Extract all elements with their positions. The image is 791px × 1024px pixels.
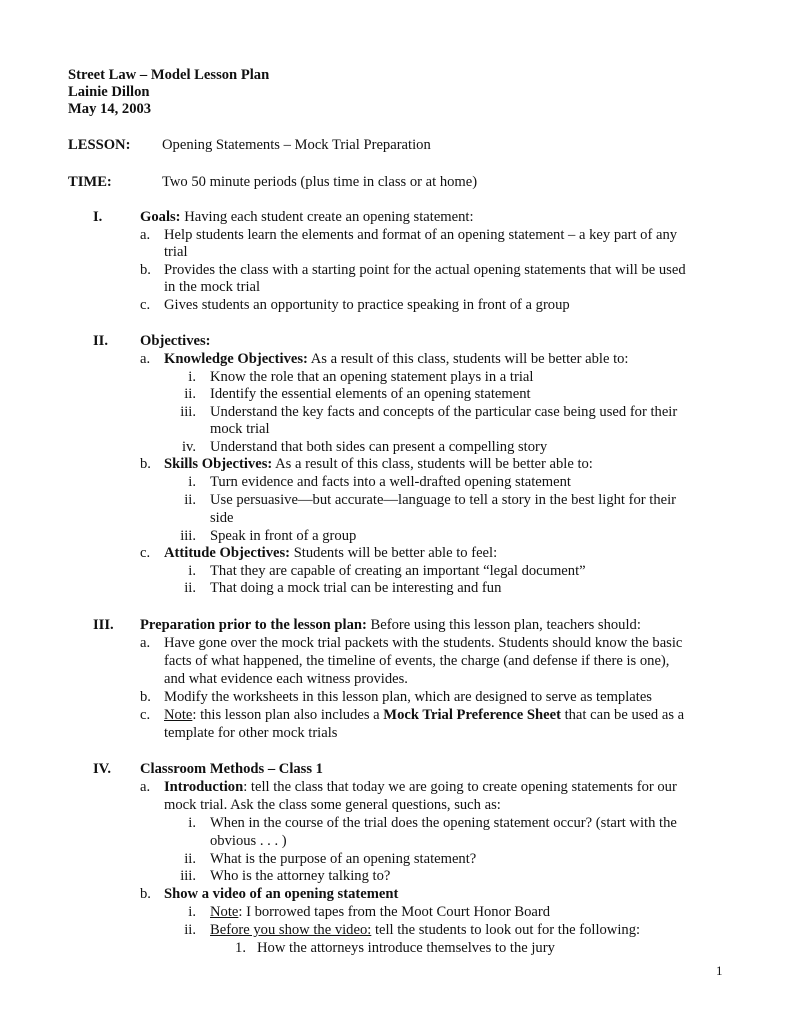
subheading-label: Knowledge Objectives: [164, 351, 308, 367]
subheading-text: : tell the class that today we are going to create opening statements for our [243, 779, 677, 795]
list-marker: c. [140, 545, 151, 561]
list-marker: iii. [180, 868, 196, 884]
list-marker: 1. [235, 940, 246, 956]
section-title: Goals: [140, 209, 181, 225]
list-item: Turn evidence and facts into a well-drafted opening statement [210, 474, 571, 490]
list-marker: b. [140, 886, 151, 902]
list-marker: iii. [180, 404, 196, 420]
list-item: That they are capable of creating an important “legal document” [210, 563, 586, 579]
preference-sheet-label: Mock Trial Preference Sheet [383, 707, 561, 723]
subheading-label: Introduction [164, 779, 244, 795]
list-item [210, 922, 640, 939]
lesson-value: Opening Statements – Mock Trial Preparation [162, 137, 431, 153]
section-intro: Before using this lesson plan, teachers should: [366, 617, 641, 633]
lesson-label: LESSON: [68, 137, 131, 153]
list-item-text: tell the students to look out for the following: [371, 922, 641, 938]
subheading-label: Skills Objectives: [164, 456, 273, 472]
list-item: That doing a mock trial can be interesting and fun [210, 580, 502, 596]
list-marker: b. [140, 689, 151, 705]
knowledge-objectives [164, 351, 629, 368]
list-item-continued: obvious . . . ) [210, 833, 287, 849]
list-marker: iv. [181, 439, 196, 455]
list-item: Who is the attorney talking to? [210, 868, 391, 884]
list-item-continued: and what evidence each witness provides. [164, 671, 408, 687]
section-title: Objectives: [140, 333, 211, 349]
list-item: What is the purpose of an opening statement? [210, 851, 477, 867]
list-item: Identify the essential elements of an opening statement [210, 386, 531, 402]
list-marker: ii. [184, 492, 196, 508]
list-marker: i. [188, 563, 196, 579]
subheading-label: Show a video of an opening statement [164, 886, 399, 902]
document-date: May 14, 2003 [68, 101, 152, 117]
author-name: Lainie Dillon [68, 84, 150, 100]
subheading-text: As a result of this class, students will be better able to: [272, 456, 593, 472]
list-item [210, 904, 550, 921]
list-marker: c. [140, 707, 151, 723]
section-title: Preparation prior to the lesson plan: [140, 617, 367, 633]
list-marker: ii. [184, 580, 196, 596]
list-marker: a. [140, 227, 151, 243]
list-item: Use persuasive—but accurate—language to tell a story in the best light for their [210, 492, 677, 508]
document-title: Street Law – Model Lesson Plan [68, 67, 270, 83]
list-marker: a. [140, 351, 151, 367]
list-item-continued: mock trial. Ask the class some general questions, such as: [164, 797, 501, 813]
list-item-continued: side [210, 510, 234, 526]
list-item-continued: facts of what happened, the timeline of events, the charge (and defense if there is one), [164, 653, 670, 669]
list-item-continued: in the mock trial [164, 279, 261, 295]
section-numeral: I. [93, 209, 103, 225]
section-goals-heading [140, 209, 474, 226]
list-item: Know the role that an opening statement plays in a trial [210, 369, 534, 385]
note-label: Note [210, 904, 239, 920]
list-marker: i. [188, 904, 196, 920]
time-value: Two 50 minute periods (plus time in class or at home) [162, 174, 478, 190]
list-marker: c. [140, 297, 151, 313]
list-item: Modify the worksheets in this lesson plan, which are designed to serve as templates [164, 689, 652, 705]
list-item-continued: mock trial [210, 421, 270, 437]
section-intro: Having each student create an opening statement: [180, 209, 474, 225]
list-marker: i. [188, 369, 196, 385]
subheading-text: As a result of this class, students will be better able to: [307, 351, 629, 367]
attitude-objectives [164, 545, 497, 562]
list-item-continued: trial [164, 244, 188, 260]
list-marker: b. [140, 262, 151, 278]
list-item: Gives students an opportunity to practice speaking in front of a group [164, 297, 570, 313]
introduction-item [164, 779, 677, 796]
list-item: Speak in front of a group [210, 528, 357, 544]
before-video-label: Before you show the video: [210, 922, 372, 938]
list-item: How the attorneys introduce themselves to the jury [257, 940, 555, 956]
list-marker: iii. [180, 528, 196, 544]
list-marker: a. [140, 635, 151, 651]
list-item: Help students learn the elements and format of an opening statement – a key part of any [164, 227, 678, 243]
subheading-text: Students will be better able to feel: [290, 545, 498, 561]
list-item-continued: template for other mock trials [164, 725, 338, 741]
section-preparation-heading [140, 617, 641, 634]
list-item [164, 707, 684, 724]
list-item: Provides the class with a starting point for the actual opening statements that will be used [164, 262, 686, 278]
section-numeral: III. [93, 617, 114, 633]
list-marker: i. [188, 474, 196, 490]
list-item-text: : this lesson plan also includes a [192, 707, 384, 723]
list-item: Understand the key facts and concepts of the particular case being used for their [210, 404, 678, 420]
list-marker: i. [188, 815, 196, 831]
section-title: Classroom Methods – Class 1 [140, 761, 323, 777]
skills-objectives [164, 456, 593, 473]
list-item-text: that can be used as a [560, 707, 685, 723]
list-item: Have gone over the mock trial packets with the students. Students should know the basic [164, 635, 683, 651]
list-marker: b. [140, 456, 151, 472]
note-label: Note [164, 707, 193, 723]
list-item: When in the course of the trial does the opening statement occur? (start with the [210, 815, 677, 831]
list-marker: a. [140, 779, 151, 795]
list-marker: ii. [184, 386, 196, 402]
list-marker: ii. [184, 922, 196, 938]
list-marker: ii. [184, 851, 196, 867]
subheading-label: Attitude Objectives: [164, 545, 291, 561]
list-item: Understand that both sides can present a compelling story [210, 439, 548, 455]
time-label: TIME: [68, 174, 112, 190]
section-numeral: II. [93, 333, 109, 349]
list-item-text: : I borrowed tapes from the Moot Court Honor Board [238, 904, 551, 920]
section-numeral: IV. [93, 761, 111, 777]
page-number: 1 [716, 963, 723, 978]
